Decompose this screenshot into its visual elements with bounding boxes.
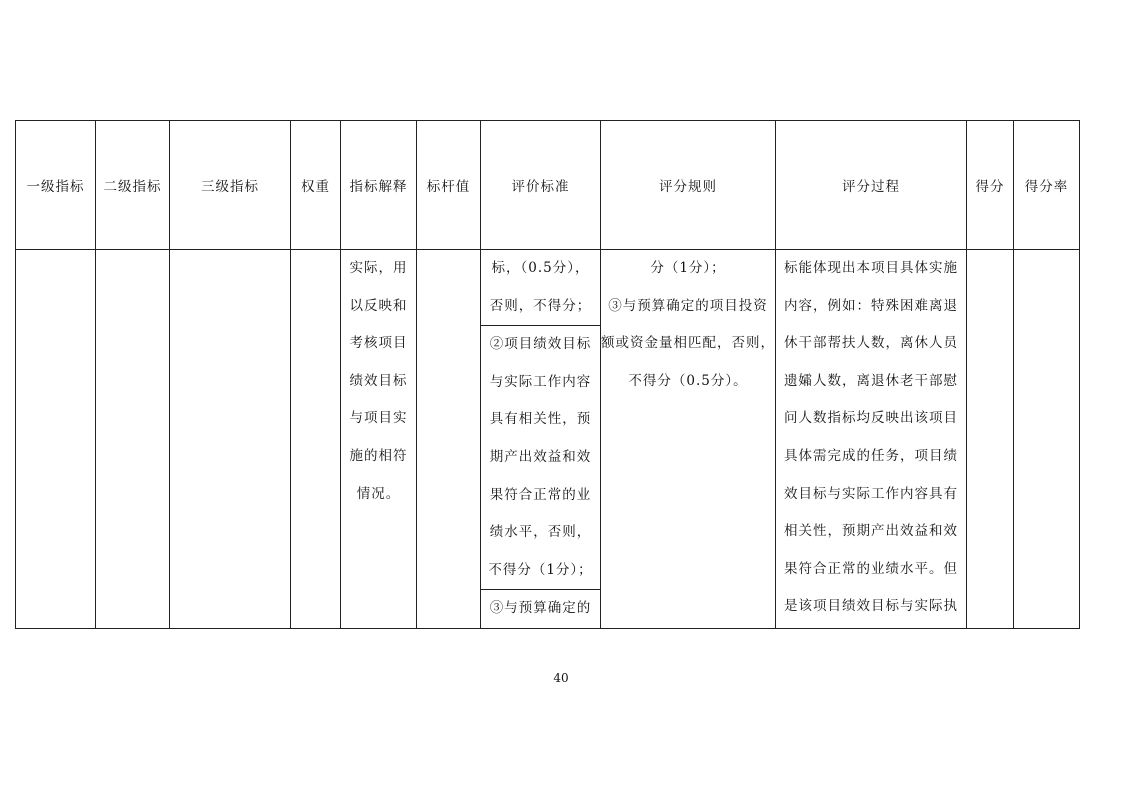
text-line: ③与预算确定的项目投资 bbox=[608, 297, 768, 314]
criteria-segment bbox=[481, 326, 600, 590]
evaluation-table bbox=[15, 120, 1080, 629]
text-line: 果符合正常的业绩水平。但 bbox=[784, 560, 958, 577]
header-cell: 二级指标 bbox=[96, 121, 170, 250]
header-row bbox=[16, 121, 1080, 250]
score-cell bbox=[967, 250, 1014, 629]
text-line: 情况。 bbox=[356, 485, 401, 502]
text-line: 是该项目绩效目标与实际执 bbox=[784, 598, 958, 615]
page-number: 40 bbox=[553, 671, 569, 685]
text-line: 遗孀人数，离退休老干部慰 bbox=[784, 372, 958, 389]
indicator-explanation-cell bbox=[341, 250, 417, 629]
benchmark-cell bbox=[417, 250, 481, 629]
text-line: 内容，例如：特殊困难离退 bbox=[784, 297, 958, 314]
text-line: 绩水平，否则， bbox=[489, 524, 592, 541]
text-line: 具体需完成的任务，项目绩 bbox=[784, 447, 958, 464]
text-line: 具有相关性，预 bbox=[489, 411, 592, 428]
header-cell: 评分规则 bbox=[601, 121, 776, 250]
header-cell: 评分过程 bbox=[776, 121, 967, 250]
scoring-process-cell bbox=[776, 250, 967, 629]
scoring-rule-cell bbox=[601, 250, 776, 629]
text-line: 休干部帮扶人数，离休人员 bbox=[784, 335, 958, 352]
criteria-segment bbox=[481, 590, 600, 628]
text-line: 期产出效益和效 bbox=[489, 448, 592, 465]
text-line: 施的相符 bbox=[349, 447, 408, 464]
text-line: 问人数指标均反映出该项目 bbox=[784, 410, 958, 427]
score-rate-cell bbox=[1014, 250, 1080, 629]
text-line: 果符合正常的业 bbox=[489, 486, 592, 503]
header-cell: 评价标准 bbox=[481, 121, 601, 250]
text-line: 相关性，预期产出效益和效 bbox=[784, 523, 958, 540]
table-row bbox=[16, 250, 1080, 629]
header-cell: 标杆值 bbox=[417, 121, 481, 250]
header-cell: 指标解释 bbox=[341, 121, 417, 250]
text-line: 不得分（0.5分）。 bbox=[628, 372, 748, 389]
text-line: 标，（0.5分）， bbox=[491, 260, 590, 276]
level1-cell bbox=[16, 250, 96, 629]
text-line: 额或资金量相匹配，否则， bbox=[601, 335, 775, 352]
criteria-cell bbox=[481, 250, 601, 629]
text-line: 效目标与实际工作内容具有 bbox=[784, 485, 958, 502]
criteria-segment bbox=[481, 250, 600, 326]
text-line: 以反映和 bbox=[349, 297, 408, 314]
text-line: 不得分（1分）； bbox=[488, 561, 593, 578]
level2-cell bbox=[96, 250, 170, 629]
weight-cell bbox=[291, 250, 341, 629]
header-cell: 得分率 bbox=[1014, 121, 1080, 250]
text-line: 绩效目标 bbox=[349, 372, 408, 389]
text-line: 标能体现出本项目具体实施 bbox=[784, 260, 958, 276]
text-line: 分（1分）； bbox=[650, 260, 726, 276]
level3-cell bbox=[170, 250, 291, 629]
text-line: ②项目绩效目标 bbox=[489, 336, 592, 353]
text-line: 否则，不得分； bbox=[489, 297, 592, 314]
text-line: ③与预算确定的 bbox=[489, 600, 592, 617]
header-cell: 三级指标 bbox=[170, 121, 291, 250]
text-line: 考核项目 bbox=[349, 335, 408, 352]
header-cell: 权重 bbox=[291, 121, 341, 250]
text-line: 与项目实 bbox=[349, 410, 408, 427]
header-cell: 得分 bbox=[967, 121, 1014, 250]
text-line: 与实际工作内容 bbox=[489, 373, 592, 390]
text-line: 实际，用 bbox=[349, 260, 408, 276]
header-cell: 一级指标 bbox=[16, 121, 96, 250]
